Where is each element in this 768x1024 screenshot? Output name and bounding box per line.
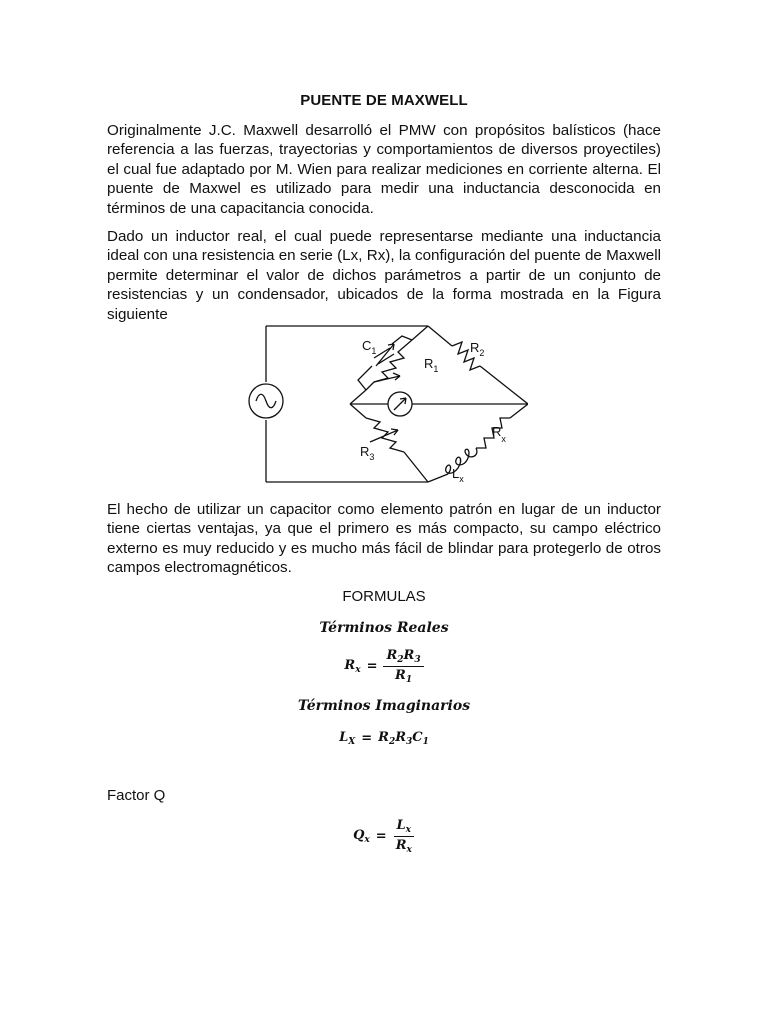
paragraph-capacitor: El hecho de utilizar un capacitor como elemento patrón en lugar de un inductor tiene ciertas ventajas, ya que el primero es más compacto, su campo eléctrico externo es muy reducido y es mucho más fácil de blindar para protegerlo de otros campos electromagnéticos. bbox=[107, 501, 661, 577]
factor-q-label: Factor Q bbox=[107, 787, 166, 804]
maxwell-bridge-circuit bbox=[248, 318, 528, 492]
resistor-icon bbox=[428, 326, 528, 404]
lx-lhs: $L_X$ bbox=[339, 730, 356, 747]
outer-wires bbox=[266, 326, 428, 482]
equals-sign: = bbox=[361, 731, 373, 746]
equals-sign: = bbox=[366, 659, 378, 674]
paragraph-inductor: Dado un inductor real, el cual puede representarse mediante una inductancia ideal con una resistencia en serie (Lx, Rx), la configuración del puente de Maxwell permite determinar el valor de dichos parámetros a partir de un conjunto de resistencias y un condensador, ubicados de la forma mostrada en la Figura siguiente bbox=[107, 228, 661, 323]
label-rx: $R_x$ bbox=[492, 424, 506, 444]
variable-resistor-r3-icon bbox=[350, 404, 428, 482]
label-r3: $R_3$ bbox=[360, 444, 375, 462]
qx-denominator: $R_x$ bbox=[395, 838, 412, 855]
qx-numerator: $L_x$ bbox=[394, 818, 415, 837]
label-r2: $R_2$ bbox=[470, 340, 485, 358]
formulas-heading: FORMULAS bbox=[342, 588, 426, 605]
page-title: PUENTE DE MAXWELL bbox=[300, 92, 468, 109]
ac-source-icon bbox=[249, 384, 283, 418]
real-terms-heading: Términos Reales bbox=[319, 620, 449, 636]
rx-fraction bbox=[383, 648, 423, 685]
maxwell-bridge-figure bbox=[248, 318, 528, 492]
qx-lhs: $Q_x$ bbox=[353, 828, 370, 845]
rx-numerator: $R_2R_3$ bbox=[383, 648, 423, 667]
lx-equation bbox=[0, 730, 768, 747]
galvanometer-icon bbox=[350, 392, 528, 416]
rx-denominator: $R_1$ bbox=[395, 668, 413, 685]
imag-terms-heading: Términos Imaginarios bbox=[297, 698, 471, 714]
rx-equation bbox=[0, 648, 768, 685]
rx-lhs: $R_x$ bbox=[344, 658, 361, 675]
label-c1: $C_1$ bbox=[362, 338, 377, 356]
label-r1: $R_1$ bbox=[424, 356, 439, 374]
qx-fraction bbox=[393, 818, 415, 855]
equals-sign: = bbox=[375, 829, 387, 844]
qx-equation bbox=[0, 818, 768, 855]
lx-rhs: $R_2R_3C_1$ bbox=[378, 730, 429, 747]
paragraph-intro: Originalmente J.C. Maxwell desarrolló el PMW con propósitos balísticos (hace referencia a las fuerzas, trayectorias y comportamientos de diversos proyectiles) el cual fue adaptado por M. Wien para realizar mediciones en corriente alterna. El puente de Maxwel es utilizado para medir una inductancia desconocida en términos de una capacitancia conocida. bbox=[107, 122, 661, 217]
label-lx: $L_x$ bbox=[452, 466, 464, 484]
